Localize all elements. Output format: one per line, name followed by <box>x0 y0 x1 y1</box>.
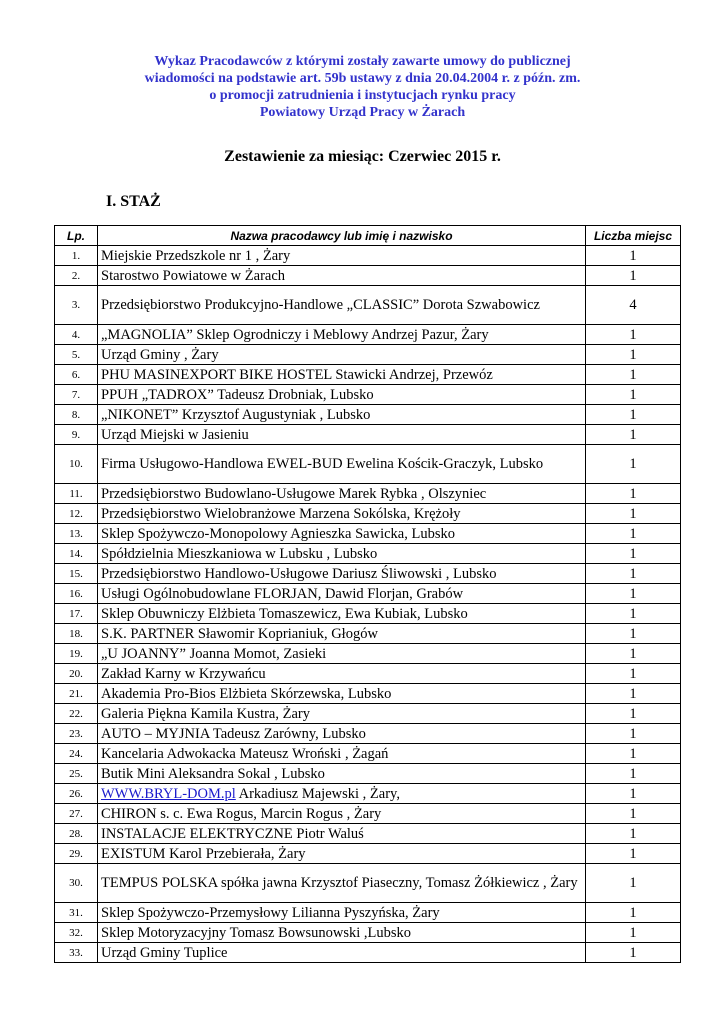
row-employer-name: PPUH „TADROX” Tadeusz Drobniak, Lubsko <box>98 385 586 405</box>
column-header-count: Liczba miejsc <box>586 226 681 246</box>
table-row <box>55 704 681 724</box>
row-lp: 19. <box>55 644 98 664</box>
row-places-count: 1 <box>586 484 681 504</box>
row-employer-name: „NIKONET” Krzysztof Augustyniak , Lubsko <box>98 405 586 425</box>
row-employer-name: Galeria Piękna Kamila Kustra, Żary <box>98 704 586 724</box>
row-places-count: 1 <box>586 784 681 804</box>
table-row <box>55 445 681 484</box>
row-places-count: 1 <box>586 604 681 624</box>
row-places-count: 1 <box>586 744 681 764</box>
row-lp: 2. <box>55 266 98 286</box>
table-row <box>55 923 681 943</box>
row-lp: 6. <box>55 365 98 385</box>
row-lp: 33. <box>55 943 98 963</box>
row-lp: 24. <box>55 744 98 764</box>
row-employer-name: TEMPUS POLSKA spółka jawna Krzysztof Piaseczny, Tomasz Żółkiewicz , Żary <box>98 864 586 903</box>
table-row <box>55 385 681 405</box>
row-places-count: 1 <box>586 544 681 564</box>
row-lp: 25. <box>55 764 98 784</box>
row-lp: 29. <box>55 844 98 864</box>
row-lp: 26. <box>55 784 98 804</box>
row-places-count: 1 <box>586 764 681 784</box>
row-places-count: 1 <box>586 844 681 864</box>
row-employer-name: PHU MASINEXPORT BIKE HOSTEL Stawicki Andrzej, Przewóz <box>98 365 586 385</box>
table-row <box>55 864 681 903</box>
row-lp: 13. <box>55 524 98 544</box>
table-row <box>55 844 681 864</box>
row-employer-name: Urząd Miejski w Jasieniu <box>98 425 586 445</box>
row-employer-name: CHIRON s. c. Ewa Rogus, Marcin Rogus , Żary <box>98 804 586 824</box>
row-places-count: 1 <box>586 804 681 824</box>
row-places-count: 1 <box>586 923 681 943</box>
row-lp: 7. <box>55 385 98 405</box>
table-row <box>55 405 681 425</box>
row-lp: 18. <box>55 624 98 644</box>
table-row <box>55 325 681 345</box>
row-employer-name: „U JOANNY” Joanna Momot, Zasieki <box>98 644 586 664</box>
row-employer-name: Sklep Motoryzacyjny Tomasz Bowsunowski ,Lubsko <box>98 923 586 943</box>
row-places-count: 1 <box>586 644 681 664</box>
row-lp: 5. <box>55 345 98 365</box>
row-lp: 4. <box>55 325 98 345</box>
table-row <box>55 564 681 584</box>
row-places-count: 1 <box>586 704 681 724</box>
row-employer-name: Urząd Gminy Tuplice <box>98 943 586 963</box>
row-employer-name: EXISTUM Karol Przebierała, Żary <box>98 844 586 864</box>
table-row <box>55 524 681 544</box>
row-places-count: 1 <box>586 266 681 286</box>
header-line: wiadomości na podstawie art. 59b ustawy z dnia 20.04.2004 r. z późn. zm. <box>144 71 581 86</box>
table-row <box>55 246 681 266</box>
row-employer-name: Kancelaria Adwokacka Mateusz Wroński , Żagań <box>98 744 586 764</box>
row-lp: 8. <box>55 405 98 425</box>
row-lp: 16. <box>55 584 98 604</box>
table-header-row <box>55 226 681 246</box>
document-header <box>0 53 725 121</box>
table-row <box>55 903 681 923</box>
row-employer-name <box>98 784 586 804</box>
row-employer-name: Zakład Karny w Krzywańcu <box>98 664 586 684</box>
summary-title: Zestawienie za miesiąc: Czerwiec 2015 r. <box>224 148 501 165</box>
row-lp: 1. <box>55 246 98 266</box>
row-places-count: 1 <box>586 425 681 445</box>
table-row <box>55 425 681 445</box>
row-employer-name: Starostwo Powiatowe w Żarach <box>98 266 586 286</box>
row-places-count: 1 <box>586 246 681 266</box>
row-places-count: 1 <box>586 504 681 524</box>
row-places-count: 1 <box>586 524 681 544</box>
row-employer-name: INSTALACJE ELEKTRYCZNE Piotr Waluś <box>98 824 586 844</box>
row-employer-name: Przedsiębiorstwo Handlowo-Usługowe Dariusz Śliwowski , Lubsko <box>98 564 586 584</box>
row-places-count: 1 <box>586 385 681 405</box>
row-places-count: 1 <box>586 564 681 584</box>
column-header-lp: Lp. <box>55 226 98 246</box>
row-lp: 22. <box>55 704 98 724</box>
table-row <box>55 724 681 744</box>
row-employer-name: Akademia Pro-Bios Elżbieta Skórzewska, Lubsko <box>98 684 586 704</box>
table-row <box>55 584 681 604</box>
row-places-count: 1 <box>586 664 681 684</box>
row-employer-name: Sklep Spożywczo-Przemysłowy Lilianna Pyszyńska, Żary <box>98 903 586 923</box>
row-lp: 11. <box>55 484 98 504</box>
table-row <box>55 764 681 784</box>
row-employer-name: Firma Usługowo-Handlowa EWEL-BUD Ewelina Kościk-Graczyk, Lubsko <box>98 445 586 484</box>
row-employer-name: Miejskie Przedszkole nr 1 , Żary <box>98 246 586 266</box>
row-places-count: 1 <box>586 864 681 903</box>
row-lp: 21. <box>55 684 98 704</box>
row-places-count: 1 <box>586 325 681 345</box>
table-row <box>55 744 681 764</box>
row-places-count: 1 <box>586 684 681 704</box>
row-lp: 14. <box>55 544 98 564</box>
row-lp: 9. <box>55 425 98 445</box>
table-row <box>55 824 681 844</box>
row-lp: 31. <box>55 903 98 923</box>
table-row <box>55 484 681 504</box>
row-employer-name: S.K. PARTNER Sławomir Koprianiuk, Głogów <box>98 624 586 644</box>
table-row <box>55 604 681 624</box>
row-places-count: 1 <box>586 624 681 644</box>
row-lp: 27. <box>55 804 98 824</box>
row-lp: 23. <box>55 724 98 744</box>
website-link[interactable]: WWW.BRYL-DOM.pl <box>101 785 236 802</box>
row-places-count: 1 <box>586 724 681 744</box>
table-row <box>55 784 681 804</box>
row-employer-name: Przedsiębiorstwo Produkcyjno-Handlowe „CLASSIC” Dorota Szwabowicz <box>98 286 586 325</box>
row-employer-name: „MAGNOLIA” Sklep Ogrodniczy i Meblowy Andrzej Pazur, Żary <box>98 325 586 345</box>
row-employer-name: AUTO – MYJNIA Tadeusz Zarówny, Lubsko <box>98 724 586 744</box>
table-row <box>55 504 681 524</box>
header-line: o promocji zatrudnienia i instytucjach rynku pracy <box>209 88 516 103</box>
row-lp: 30. <box>55 864 98 903</box>
row-lp: 20. <box>55 664 98 684</box>
row-lp: 10. <box>55 445 98 484</box>
row-employer-name: Sklep Obuwniczy Elżbieta Tomaszewicz, Ewa Kubiak, Lubsko <box>98 604 586 624</box>
table-row <box>55 266 681 286</box>
row-places-count: 4 <box>586 286 681 325</box>
row-employer-name: Usługi Ogólnobudowlane FLORJAN, Dawid Florjan, Grabów <box>98 584 586 604</box>
row-employer-name: Spółdzielnia Mieszkaniowa w Lubsku , Lubsko <box>98 544 586 564</box>
header-line: Wykaz Pracodawców z którymi zostały zawarte umowy do publicznej <box>154 54 571 69</box>
row-employer-name: Butik Mini Aleksandra Sokal , Lubsko <box>98 764 586 784</box>
table-row <box>55 684 681 704</box>
row-lp: 28. <box>55 824 98 844</box>
row-places-count: 1 <box>586 824 681 844</box>
table-row <box>55 286 681 325</box>
row-employer-name: Urząd Gminy , Żary <box>98 345 586 365</box>
row-lp: 3. <box>55 286 98 325</box>
table-row <box>55 624 681 644</box>
employers-table <box>54 225 681 963</box>
row-places-count: 1 <box>586 365 681 385</box>
row-places-count: 1 <box>586 584 681 604</box>
table-row <box>55 365 681 385</box>
table-row <box>55 664 681 684</box>
section-title: I. STAŻ <box>106 193 161 210</box>
table-row <box>55 804 681 824</box>
table-row <box>55 345 681 365</box>
table-body <box>55 246 681 963</box>
row-employer-name: Sklep Spożywczo-Monopolowy Agnieszka Sawicka, Lubsko <box>98 524 586 544</box>
row-places-count: 1 <box>586 445 681 484</box>
row-places-count: 1 <box>586 405 681 425</box>
column-header-name: Nazwa pracodawcy lub imię i nazwisko <box>98 226 586 246</box>
row-lp: 15. <box>55 564 98 584</box>
row-lp: 12. <box>55 504 98 524</box>
table-row <box>55 544 681 564</box>
row-places-count: 1 <box>586 345 681 365</box>
row-places-count: 1 <box>586 903 681 923</box>
row-employer-name-text: Arkadiusz Majewski , Żary, <box>235 785 400 802</box>
row-employer-name: Przedsiębiorstwo Wielobranżowe Marzena Sokólska, Krężoły <box>98 504 586 524</box>
row-employer-name: Przedsiębiorstwo Budowlano-Usługowe Marek Rybka , Olszyniec <box>98 484 586 504</box>
table-row <box>55 943 681 963</box>
table-row <box>55 644 681 664</box>
row-lp: 32. <box>55 923 98 943</box>
row-places-count: 1 <box>586 943 681 963</box>
row-lp: 17. <box>55 604 98 624</box>
header-line: Powiatowy Urząd Pracy w Żarach <box>259 105 466 120</box>
